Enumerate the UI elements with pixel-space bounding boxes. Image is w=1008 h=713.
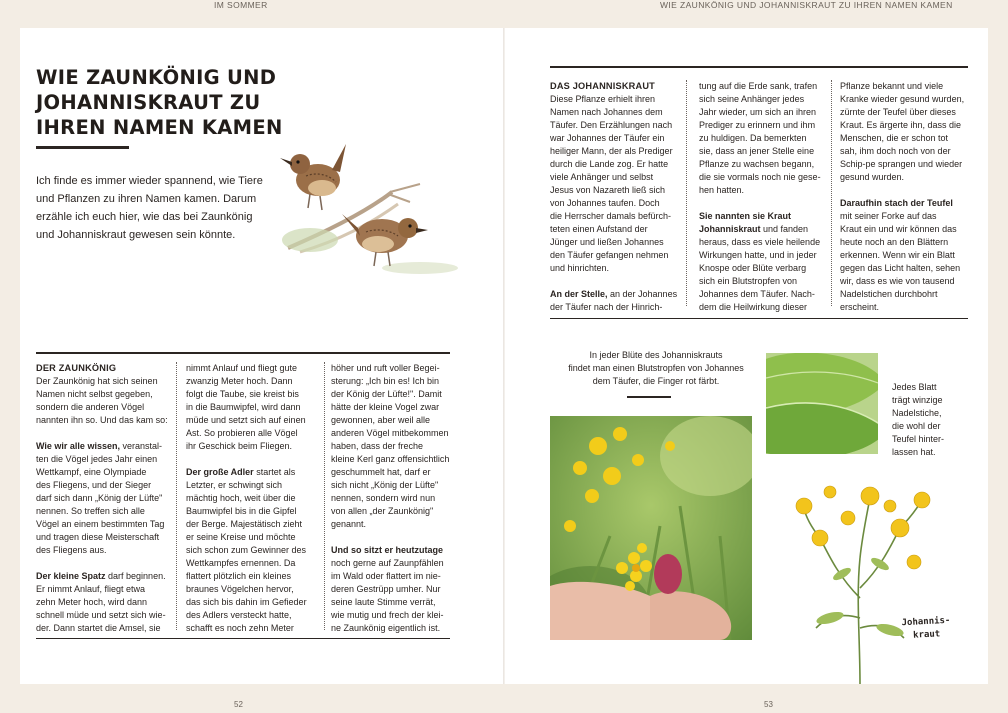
section-rule-bottom (36, 638, 450, 639)
bold-lead: Der kleine Spatz (36, 571, 106, 581)
text-line: braunes Vögelchen hervor, (186, 584, 294, 594)
text-line: deren Gestrüpp umher. Nur (331, 584, 441, 594)
caption-line: findet man einen Blutstropfen von Johannes (568, 363, 744, 373)
text-line: den Täufer gefangen nehmen (550, 250, 669, 260)
text-line: sah, ihm doch noch von der (840, 146, 951, 156)
text-line: flattert plötzlich ein kleines (186, 571, 292, 581)
caption-line: Nadelstiche, (892, 408, 942, 418)
intro-text (36, 172, 268, 244)
text-line: Kraut ein und wir können das (840, 224, 957, 234)
text-line: wir, dass es wie von tausend (840, 276, 955, 286)
title-line: IHREN NAMEN KAMEN (36, 116, 283, 139)
text-line: wie mutig und frech der klei- (331, 610, 444, 620)
text-line: der Täufer nach der Hinrich- (550, 302, 663, 312)
text-line: im Wald oder flattert im nie- (331, 571, 441, 581)
text-line: Johannes dem Täufer. Nach- (699, 289, 815, 299)
text-line: und tragen diese Meisterschaft (36, 532, 160, 542)
text-line: hätte der kleine Vogel zwar (331, 402, 440, 412)
text-line: anderen Vögel mitbekommen (331, 428, 449, 438)
section-rule-bottom (550, 318, 968, 319)
text-line: Wettkampf, eine Olympiade (36, 467, 147, 477)
text-line: darf sich dann „König der Lüfte" (36, 493, 163, 503)
text-line: und fanden (760, 224, 809, 234)
johanniskraut-column-3 (840, 80, 970, 327)
text-line: haben, dass der freche (331, 441, 424, 451)
zaunkoenig-column-3 (331, 362, 455, 648)
johanniskraut-column-1 (550, 80, 680, 327)
section-heading-zaunkoenig: DER ZAUNKÖNIG (36, 363, 117, 373)
bold-lead: Der große Adler (186, 467, 254, 477)
text-line: Nadelstichen durchbohrt (840, 289, 938, 299)
text-line: erkennen. Wenn wir ein Blatt (840, 250, 955, 260)
text-line: Kranke wieder gesund wurden, (840, 94, 965, 104)
text-line: mit seiner Forke auf das (840, 211, 937, 221)
intro-line: erzähle ich euch hier, wie das bei Zaunkönig (36, 211, 253, 223)
bold-lead: Und so sitzt er heutzutage (331, 545, 444, 555)
text-line: Ast. So probieren alle Vögel (186, 428, 298, 438)
caption-line: lassen hat. (892, 447, 936, 457)
intro-line: Ich finde es immer wieder spannend, wie Tiere (36, 175, 263, 187)
text-line: folgt die Taube, sie kreist bis (186, 389, 299, 399)
column-divider (324, 362, 325, 630)
text-line: des Adlers versteckt hatte, (186, 610, 292, 620)
text-line: von Johannes taufen. Doch (550, 198, 660, 208)
text-line: veranstal- (119, 441, 162, 451)
caption-line: trägt winzige (892, 395, 943, 405)
text-line: sie, dass an jener Stelle eine (699, 146, 815, 156)
section-rule-top (36, 352, 450, 354)
text-line: kleine Kerl ganz offensichtlich (331, 454, 450, 464)
text-line: heiliger Mann, der als Prediger (550, 146, 673, 156)
text-line: Namen nicht selbst gegeben, (36, 389, 153, 399)
text-line: mächtig hoch, weit über die (186, 493, 296, 503)
text-line: Jünger und ließen Johannes (550, 237, 664, 247)
text-line: nennen, sondern wird nun (331, 493, 436, 503)
text-line: er seine Kreise und möchte (186, 532, 296, 542)
title-line: WIE ZAUNKÖNIG UND (36, 66, 277, 89)
text-line: heraus, dass es viele heilende (699, 237, 821, 247)
text-line: Jesus von Nazareth ließ sich (550, 185, 666, 195)
text-line: noch gerne auf Zaunpfählen (331, 558, 444, 568)
text-line: müde und setzt sich auf einen (186, 415, 306, 425)
page-title (36, 65, 296, 140)
text-line: zu huldigen. Da bemerkten (699, 133, 807, 143)
caption-line: dem Täufer, die Finger rot färbt. (592, 376, 720, 386)
text-line: viele Anhänger und selbst (550, 172, 654, 182)
text-line: schafft es noch zehn Meter (186, 623, 294, 633)
text-line: an der Johannes (607, 289, 678, 299)
text-line: dem die Heilwirkung dieser (699, 302, 808, 312)
caption-leaf (892, 381, 972, 459)
st-johns-wort-photo (550, 416, 752, 640)
text-line: des Fliegens, und der Sieger (36, 480, 152, 490)
text-line: Schip-pe sprangen und wieder (840, 159, 963, 169)
text-line: ten die Vögel jedes Jahr einen (36, 454, 158, 464)
text-line: der. Dann startet die Amsel, sie (36, 623, 161, 633)
text-line: hen hatten. (699, 185, 745, 195)
text-line: Wirkungen hatte, und in jeder (699, 250, 817, 260)
text-line: zwanzig Meter hoch. Dann (186, 376, 293, 386)
text-line: sich schon zum Gewinner des (186, 545, 307, 555)
text-line: gesund wurden. (840, 172, 905, 182)
text-line: genannt. (331, 519, 367, 529)
column-divider (686, 80, 687, 306)
text-line: teten einen Aufstand der (550, 224, 648, 234)
text-line: sterung: „Ich bin es! Ich bin (331, 376, 440, 386)
st-johns-wort-drawing-icon (790, 478, 940, 684)
text-line: war Johannes der Täufer ein (550, 133, 665, 143)
text-line: Letzter, er schwingt sich (186, 480, 283, 490)
text-line: sich nicht „König der Lüfte" (331, 480, 439, 490)
plant-label (901, 615, 951, 644)
title-line: JOHANNISKRAUT ZU (36, 91, 261, 114)
text-line: Pflanze zu wachsen begann, (699, 159, 815, 169)
caption-line: In jeder Blüte des Johanniskrauts (589, 350, 723, 360)
bold-lead: An der Stelle, (550, 289, 608, 299)
text-line: Er nimmt Anlauf, fliegt etwa (36, 584, 146, 594)
text-line: Namen nach Johannes dem (550, 107, 663, 117)
running-head-left: IM SOMMER (214, 0, 268, 10)
text-line: Täufer. Den Erzählungen nach (550, 120, 673, 130)
text-line: sondern die anderen Vögel (36, 402, 145, 412)
title-underline (36, 146, 129, 149)
text-line: zehn Meter hoch, wird dann (36, 597, 148, 607)
text-line: nimmt Anlauf und fliegt gute (186, 363, 298, 373)
text-line: Prediger zu erinnern und ihm (699, 120, 816, 130)
text-line: Der Zaunkönig hat sich seinen (36, 376, 158, 386)
text-line: in die Baumwipfel, wird dann (186, 402, 301, 412)
text-line: gegen das Licht halten, sehen (840, 263, 961, 273)
text-line: Wettkampfes ernennen. Da (186, 558, 296, 568)
text-line: Vögel an einem bestimmten Tag (36, 519, 165, 529)
page-number-right: 53 (764, 700, 773, 709)
zaunkoenig-column-2 (186, 362, 322, 648)
intro-line: und Johanniskraut gewesen sein könnte. (36, 229, 236, 241)
plant-label-line: Johannis- (901, 615, 951, 629)
book-gutter (503, 28, 505, 684)
column-divider (831, 80, 832, 306)
bold-lead: Sie nannten sie Kraut (699, 211, 792, 221)
text-line: sich ein Blutstropfen von (699, 276, 798, 286)
text-line: startet als (253, 467, 296, 477)
text-line: Pflanze bekannt und viele (840, 81, 944, 91)
text-line: heute noch an den Blättern (840, 237, 949, 247)
text-line: ne Zaunkönig eigentlich ist. (331, 623, 441, 633)
wren-illustration-icon (270, 132, 460, 282)
text-line: gewonnen, aber weil alle (331, 415, 431, 425)
text-line: zürnte der Teufel über dieses (840, 107, 956, 117)
text-line: des Fliegens aus. (36, 545, 107, 555)
caption-flower (550, 349, 762, 388)
bold-lead: Wie wir alle wissen, (36, 441, 120, 451)
text-line: seine laute Stimme verrät, (331, 597, 436, 607)
running-head-right: WIE ZAUNKÖNIG UND JOHANNISKRAUT ZU IHREN NAMEN KAMEN (660, 0, 953, 10)
text-line: Menschen, die er schon tot (840, 133, 949, 143)
text-line: Jahr wieder, um sich an ihren (699, 107, 817, 117)
page-number-left: 52 (234, 700, 243, 709)
caption-line: Jedes Blatt (892, 382, 937, 392)
intro-line: und Pflanzen zu ihren Namen kamen. Darum (36, 193, 257, 205)
plant-label-line: kraut (912, 629, 941, 641)
text-line: Knospe oder Blüte verbarg (699, 263, 807, 273)
section-heading-johanniskraut: DAS JOHANNISKRAUT (550, 81, 655, 91)
bold-lead: Daraufhin stach der Teufel (840, 198, 953, 208)
text-line: die sie vormals noch nie gese- (699, 172, 821, 182)
text-line: nennen. So treffen sich alle (36, 506, 145, 516)
text-line: der König der Lüfte!". Damit (331, 389, 442, 399)
bold-lead: Johanniskraut (699, 224, 761, 234)
text-line: der Berge. Majestätisch zieht (186, 519, 303, 529)
text-line: von allen „der Zaunkönig" (331, 506, 434, 516)
zaunkoenig-column-1 (36, 362, 170, 648)
leaf-photo (766, 353, 878, 454)
text-line: erscheint. (840, 302, 880, 312)
text-line: darf beginnen. (105, 571, 166, 581)
caption-line: die wohl der (892, 421, 941, 431)
text-line: schnell müde und setzt sich wie- (36, 610, 166, 620)
text-line: und hinrichten. (550, 263, 610, 273)
text-line: sich seine Anhänger jedes (699, 94, 805, 104)
text-line: tung auf die Erde sank, trafen (699, 81, 818, 91)
text-line: höher und ruft voller Begei- (331, 363, 440, 373)
text-line: ihr Geschick beim Fliegen. (186, 441, 293, 451)
text-line: Diese Pflanze erhielt ihren (550, 94, 656, 104)
text-line: Kraut. Es ärgerte ihn, dass die (840, 120, 962, 130)
text-line: nannten ihn so. Und das kam so: (36, 415, 168, 425)
caption-line: Teufel hinter- (892, 434, 945, 444)
text-line: durch die Lande zog. Er hatte (550, 159, 669, 169)
text-line: geschummelt hat, darf er (331, 467, 431, 477)
text-line: Baumwipfel bis in die Gipfel (186, 506, 297, 516)
section-rule-top (550, 66, 968, 68)
caption-underline (627, 396, 671, 398)
text-line: die Herrscher damals befürch- (550, 211, 672, 221)
johanniskraut-column-2 (699, 80, 829, 327)
column-divider (176, 362, 177, 630)
text-line: das sich bis dahin im Gefieder (186, 597, 307, 607)
